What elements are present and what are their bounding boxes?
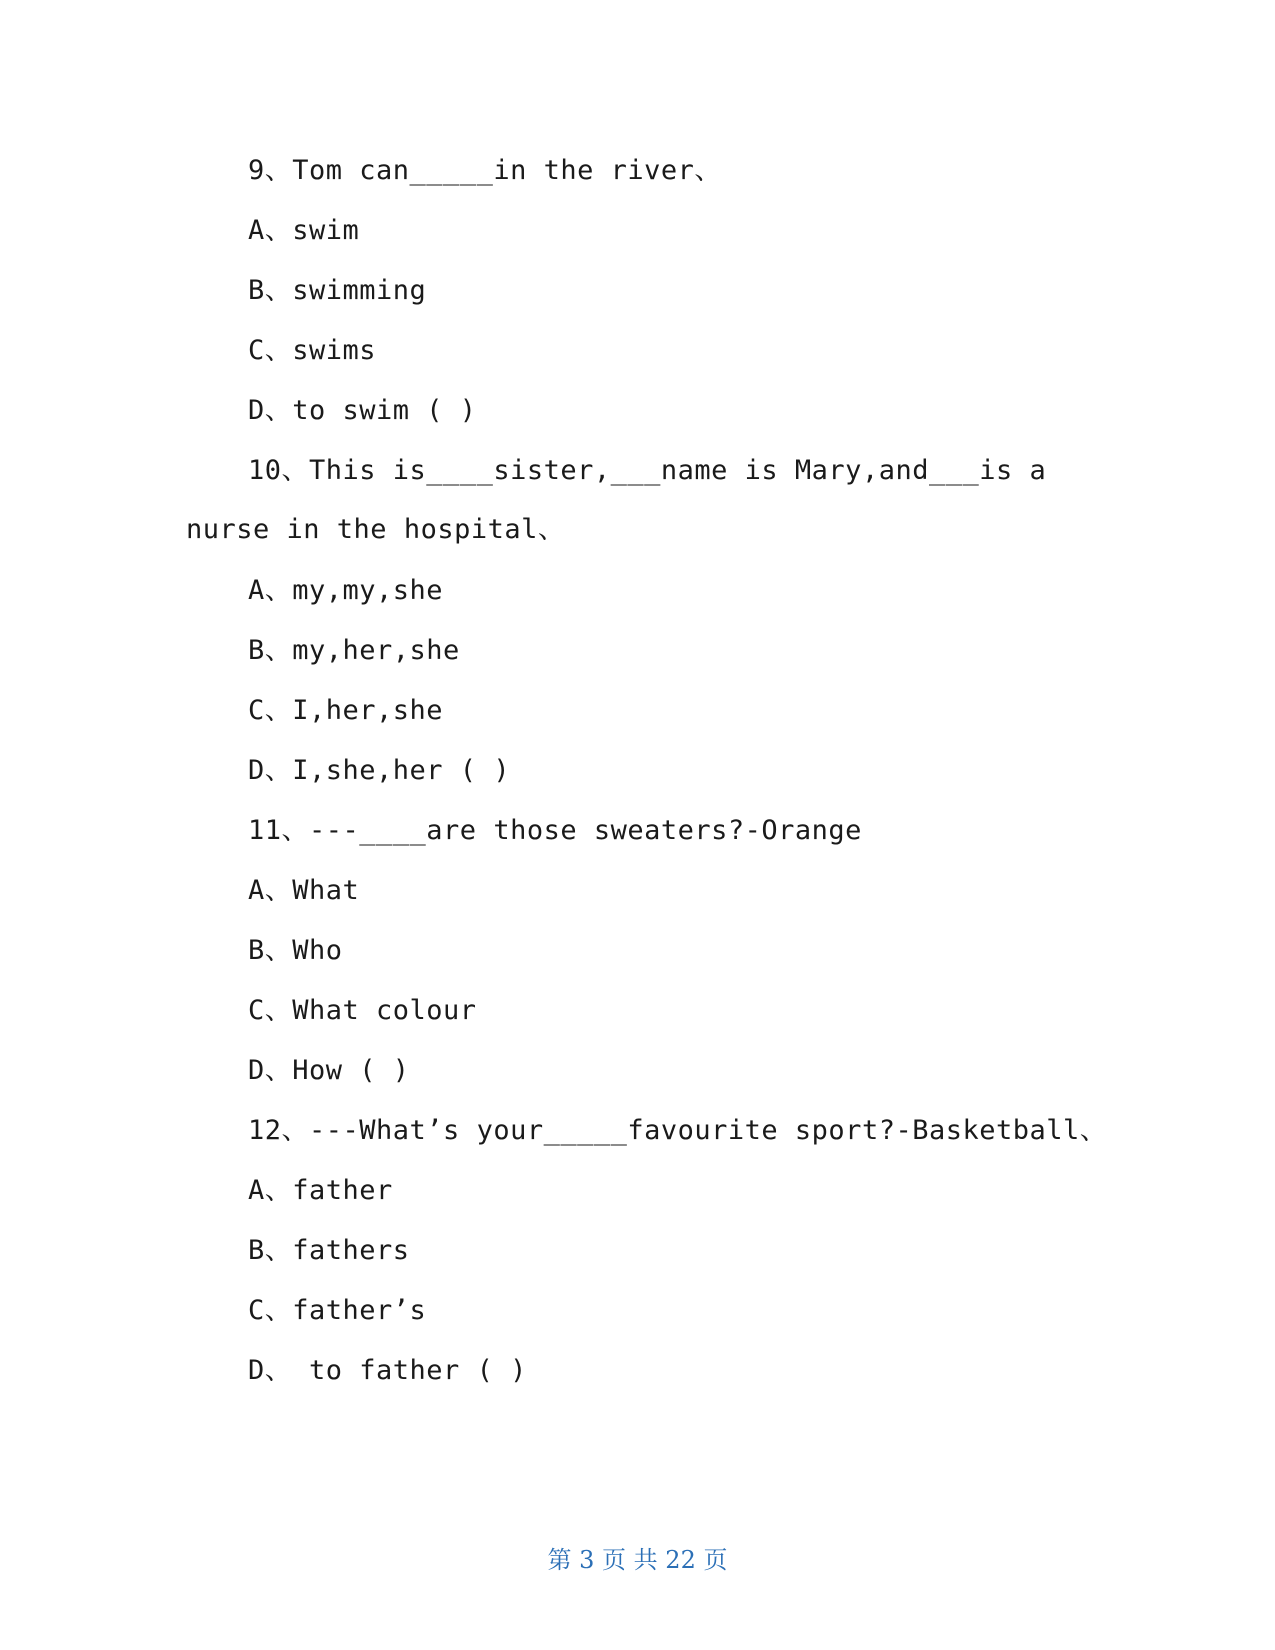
question-12-stem: 12、---What’s your_____favourite sport?-Basketball、 <box>248 1115 1108 1146</box>
question-9-option-a: A、swim <box>248 215 360 246</box>
question-12-option-c: C、father’s <box>248 1295 427 1326</box>
question-10-stem: 10、This is____sister,___name is Mary,and___is a <box>248 455 1047 486</box>
question-11-option-a: A、What <box>248 875 360 906</box>
question-10-option-c: C、I,her,she <box>248 695 444 726</box>
question-10-option-d: D、I,she,her ( ) <box>248 755 511 786</box>
question-10-option-b: B、my,her,she <box>248 635 460 666</box>
question-12-option-a: A、father <box>248 1175 393 1206</box>
question-11-option-c: C、What colour <box>248 995 477 1026</box>
question-12-option-b: B、fathers <box>248 1235 410 1266</box>
question-9-option-d: D、to swim ( ) <box>248 395 477 426</box>
question-11-option-d: D、How ( ) <box>248 1055 410 1086</box>
question-11-stem: 11、---____are those sweaters?-Orange <box>248 815 862 846</box>
question-12-option-d: D、 to father ( ) <box>248 1355 527 1386</box>
question-9-option-b: B、swimming <box>248 275 427 306</box>
question-9-option-c: C、swims <box>248 335 377 366</box>
question-10-option-a: A、my,my,she <box>248 575 444 606</box>
question-10-stem-continued: nurse in the hospital、 <box>186 514 566 545</box>
question-11-option-b: B、Who <box>248 935 343 966</box>
question-9-stem: 9、Tom can_____in the river、 <box>248 155 722 186</box>
page-number-footer: 第 3 页 共 22 页 <box>547 1546 728 1574</box>
